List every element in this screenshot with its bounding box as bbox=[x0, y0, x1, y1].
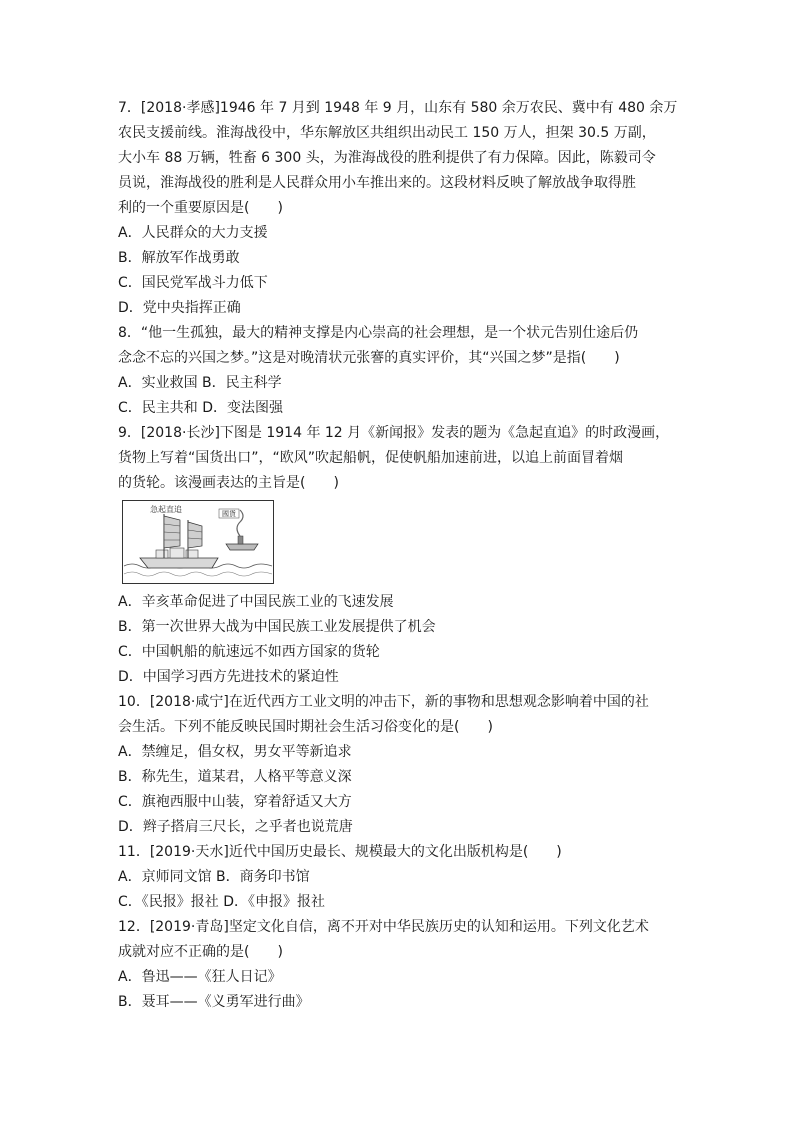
question-8-options-ab: A．实业救国 B．民主科学 bbox=[118, 375, 282, 391]
cartoon-figure bbox=[122, 500, 274, 584]
question-12-stem-line: 12．[2019·青岛]坚定文化自信，离不开对中华民族历史的认知和运用。下列文化艺术 bbox=[118, 919, 649, 935]
question-8-stem-line: 8．“他一生孤独，最大的精神支撑是内心崇高的社会理想，是一个状元告别仕途后仍 bbox=[118, 325, 639, 341]
question-7-stem-line: 利的一个重要原因是( ) bbox=[118, 200, 283, 216]
question-8-options-cd: C．民主共和 D．变法图强 bbox=[118, 400, 284, 416]
question-10 bbox=[118, 690, 698, 840]
question-12 bbox=[118, 915, 698, 1015]
question-11-options-cd: C．《民报》报社 D．《申报》报社 bbox=[118, 894, 326, 910]
question-11-stem-line: 11．[2019·天水]近代中国历史最长、规模最大的文化出版机构是( ) bbox=[118, 844, 562, 860]
cartoon-cargo-label: 國貨 bbox=[222, 510, 236, 518]
question-10-option-a: A．禁缠足，倡女权，男女平等新追求 bbox=[118, 744, 352, 760]
question-10-stem-line: 10．[2018·咸宁]在近代西方工业文明的冲击下，新的事物和思想观念影响着中国的社 bbox=[118, 694, 649, 710]
cartoon-sailboat-illustration bbox=[122, 500, 274, 584]
question-list bbox=[118, 96, 698, 1015]
question-7-option-c: C．国民党军战斗力低下 bbox=[118, 275, 268, 291]
question-10-option-c: C．旗袍西服中山装，穿着舒适又大方 bbox=[118, 794, 352, 810]
question-7-option-b: B．解放军作战勇敢 bbox=[118, 250, 240, 266]
question-7 bbox=[118, 96, 698, 321]
question-11 bbox=[118, 840, 698, 915]
question-9 bbox=[118, 421, 698, 690]
question-10-option-d: D．辫子搭肩三尺长，之乎者也说荒唐 bbox=[118, 819, 353, 835]
question-9-option-a: A．辛亥革命促进了中国民族工业的飞速发展 bbox=[118, 594, 394, 610]
cartoon-title-text: 急起直追 bbox=[150, 505, 182, 514]
question-8 bbox=[118, 321, 698, 421]
question-9-stem-line: 货物上写着“国货出口”，“欧风”吹起船帆，促使帆船加速前进，以追上前面冒着烟 bbox=[118, 450, 624, 466]
question-12-option-b: B．聂耳——《义勇军进行曲》 bbox=[118, 994, 310, 1010]
question-9-option-c: C．中国帆船的航速远不如西方国家的货轮 bbox=[118, 644, 380, 660]
question-12-stem-line: 成就对应不正确的是( ) bbox=[118, 944, 283, 960]
question-10-stem-line: 会生活。下列不能反映民国时期社会生活习俗变化的是( ) bbox=[118, 719, 493, 735]
question-7-option-d: D．党中央指挥正确 bbox=[118, 300, 241, 316]
question-9-stem-line: 9．[2018·长沙]下图是 1914 年 12 月《新闻报》发表的题为《急起直追》的时政漫画， bbox=[118, 425, 670, 441]
question-7-stem-line: 农民支援前线。淮海战役中，华东解放区共组织出动民工 150 万人，担架 30.5 万副， bbox=[118, 125, 656, 141]
question-9-option-d: D．中国学习西方先进技术的紧迫性 bbox=[118, 669, 339, 685]
question-7-stem-line: 员说，淮海战役的胜利是人民群众用小车推出来的。这段材料反映了解放战争取得胜 bbox=[118, 175, 636, 191]
question-12-option-a: A．鲁迅——《狂人日记》 bbox=[118, 969, 282, 985]
question-8-stem-line: 念念不忘的兴国之梦。”这是对晚清状元张謇的真实评价，其“兴国之梦”是指( ) bbox=[118, 350, 620, 366]
question-7-option-a: A．人民群众的大力支援 bbox=[118, 225, 268, 241]
question-9-option-b: B．第一次世界大战为中国民族工业发展提供了机会 bbox=[118, 619, 436, 635]
question-7-stem-line: 大小车 88 万辆，牲畜 6 300 头，为淮海战役的胜利提供了有力保障。因此，陈毅司令 bbox=[118, 150, 656, 166]
question-11-options-ab: A．京师同文馆 B．商务印书馆 bbox=[118, 869, 310, 885]
question-9-stem-line: 的货轮。该漫画表达的主旨是( ) bbox=[118, 475, 339, 491]
question-7-stem-line: 7．[2018·孝感]1946 年 7 月到 1948 年 9 月，山东有 580 余万农民、冀中有 480 余万 bbox=[118, 100, 678, 116]
question-10-option-b: B．称先生，道某君，人格平等意义深 bbox=[118, 769, 352, 785]
